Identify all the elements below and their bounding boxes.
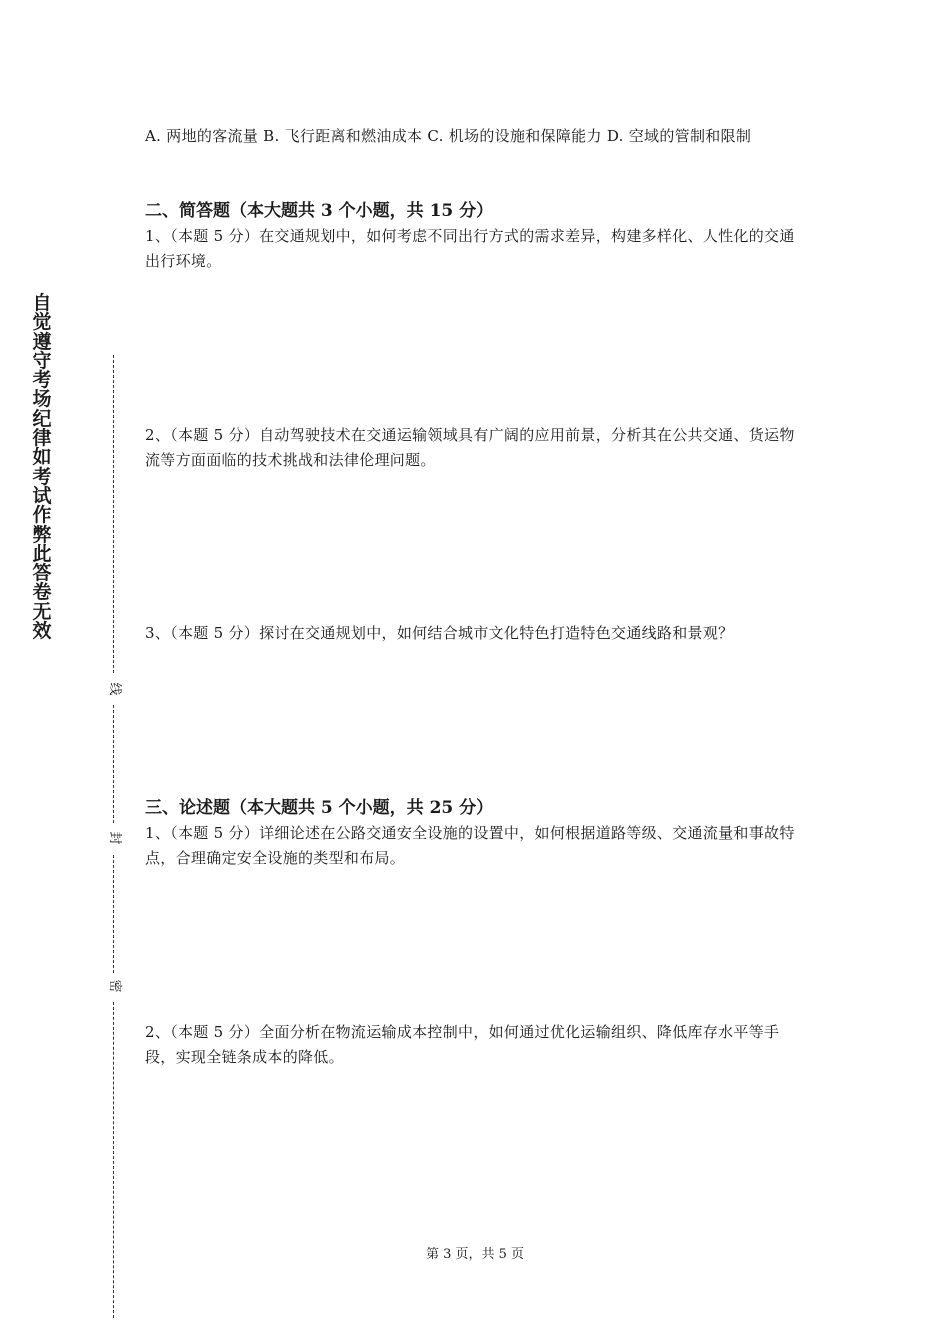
section-3-heading: 三、论述题（本大题共 5 个小题，共 25 分） (145, 798, 494, 818)
seal-dash-line-3 (113, 855, 114, 973)
essay-question-1: 1、（本题 5 分）详细论述在公路交通安全设施的设置中，如何根据道路等级、交通流量和事故特点，合理确定安全设施的类型和布局。 (145, 824, 795, 867)
seal-dash-line-4 (113, 1002, 114, 1318)
short-answer-question-1: 1、（本题 5 分）在交通规划中，如何考虑不同出行方式的需求差异，构建多样化、人性化的交通出行环境。 (145, 227, 795, 270)
section-2-heading: 二、简答题（本大题共 3 个小题，共 15 分） (145, 201, 494, 221)
exam-discipline-notice: 自觉遵守考场纪律如考试作弊此答卷无效 (32, 292, 52, 643)
short-answer-question-3: 3、（本题 5 分）探讨在交通规划中，如何结合城市文化特色打造特色交通线路和景观？ (145, 624, 734, 642)
short-answer-question-2: 2、（本题 5 分）自动驾驶技术在交通运输领域具有广阔的应用前景，分析其在公共交通、货运物流等方面面临的技术挑战和法律伦理问题。 (145, 426, 795, 469)
seal-line-char: 线 (107, 682, 122, 696)
seal-dash-line-2 (113, 705, 114, 823)
page-number: 第 3 页，共 5 页 (425, 1247, 525, 1262)
seal-dash-line-1 (113, 355, 114, 673)
choice-options: A. 两地的客流量 B. 飞行距离和燃油成本 C. 机场的设施和保障能力 D. 空域的管制和限制 (145, 127, 752, 145)
seal-seal-char: 封 (107, 831, 122, 845)
seal-secret-char: 密 (107, 979, 122, 993)
essay-question-2: 2、（本题 5 分）全面分析在物流运输成本控制中，如何通过优化运输组织、降低库存水平等手段，实现全链条成本的降低。 (145, 1023, 780, 1066)
